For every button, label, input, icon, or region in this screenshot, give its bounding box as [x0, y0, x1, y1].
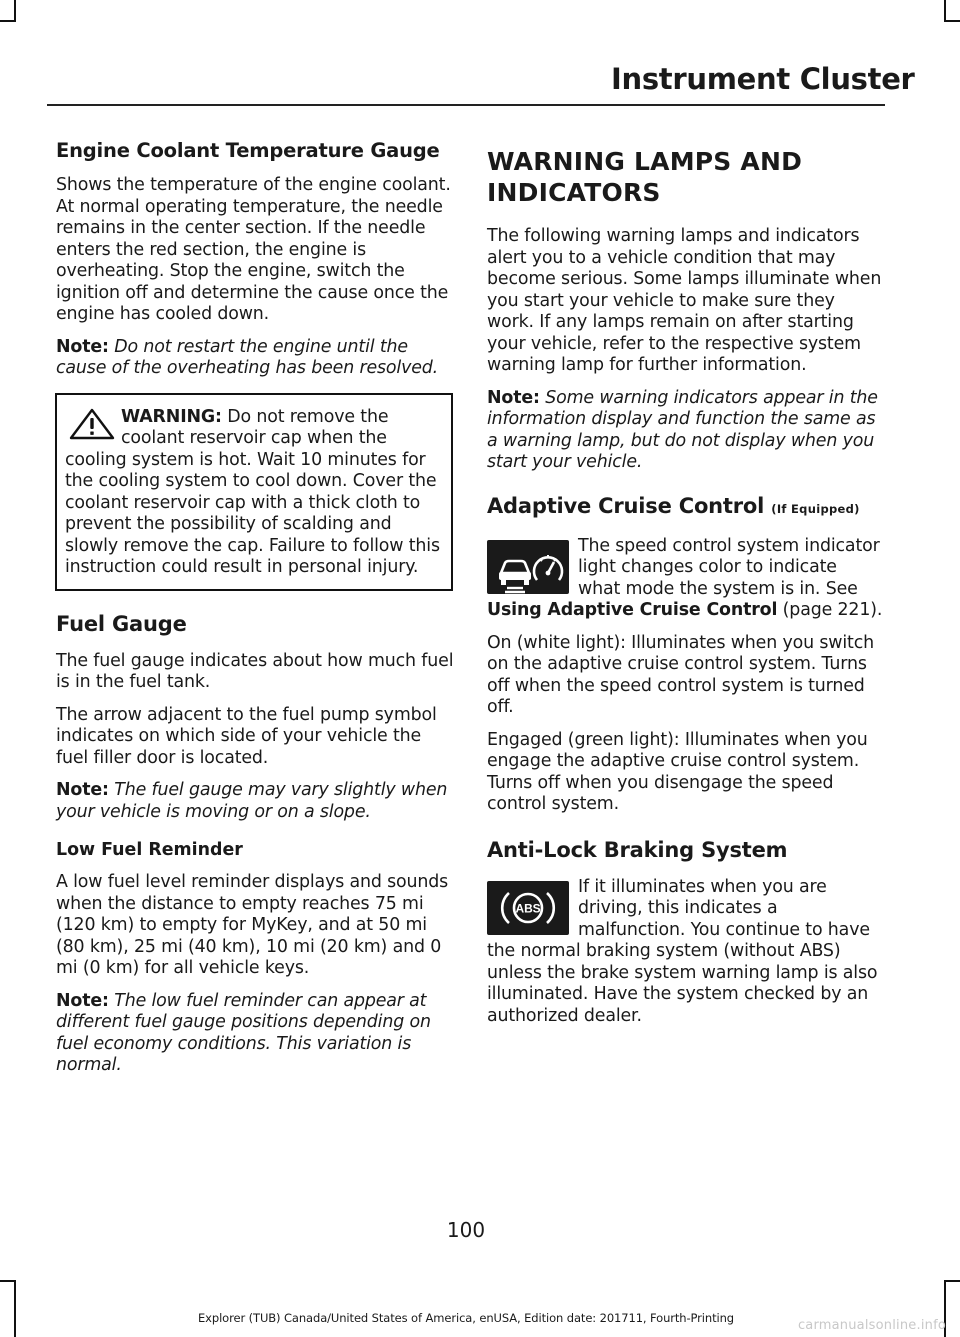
fuel-gauge-heading: Fuel Gauge [56, 611, 187, 636]
coolant-note [56, 337, 456, 380]
crop-mark [944, 0, 946, 22]
note-text: The low fuel reminder can appear at different fuel gauge positions depending on fuel economy conditions. This variation is normal. [56, 990, 431, 1075]
acc-page-link[interactable]: Using Adaptive Cruise Control [487, 600, 778, 620]
note-label: Note: [56, 336, 109, 357]
warning-text: Do not remove the coolant reservoir cap when the cooling system is hot. Wait 10 minutes for the cooling system to cool down. Cover the coolant reservoir cap with a thick cloth to prevent the possibility of scalding and slowly remove the cap. Failure to follow this instruction could result in personal injury. [65, 406, 440, 577]
acc-heading-text: Adaptive Cruise Control [487, 493, 765, 518]
abs-text: If it illuminates when you are driving, this indicates a malfunction. You continue to have the normal braking system (without ABS) unless the brake system warning lamp is also illuminated. Have the system checked by an authorized dealer. [487, 876, 878, 1026]
watermark: carmanualsonline.info [797, 1318, 946, 1333]
acc-on-text: On (white light): Illuminates when you switch on the adaptive cruise control system. Turns off when the speed control system is turned off. [487, 632, 874, 717]
crop-mark [944, 20, 960, 22]
note-label: Note: [487, 387, 540, 408]
note-label: Note: [56, 780, 109, 800]
warning-label: WARNING: [121, 406, 222, 427]
intro-note [487, 388, 883, 474]
note-text: Some warning indicators appear in the information display and function the same as a warning lamp, but do not display when you start your vehicle. [487, 387, 878, 472]
abs-warning-icon [487, 881, 569, 935]
abs-icon-text: ABS [515, 901, 541, 915]
note-text: Do not restart the engine until the cause of the overheating has been resolved. [56, 336, 439, 378]
abs-block [487, 877, 883, 1028]
low-fuel-text: A low fuel level reminder displays and sounds when the distance to empty reaches 75 mi (120 km) to empty for MyKey, and at 50 mi (80 km), 25 mi (40 km), 10 mi (20 km) and 0 mi (0 km) for all vehicle keys. [56, 872, 449, 978]
header-divider [47, 104, 885, 106]
crop-mark [0, 20, 16, 22]
acc-engaged-text: Engaged (green light): Illuminates when you engage the adaptive cruise control system. Turns off when you disengage the speed control system. [487, 729, 868, 814]
warning-box [55, 393, 453, 591]
fuel-gauge-text-2: The arrow adjacent to the fuel pump symbol indicates on which side of your vehicle the fuel filler door is located. [56, 704, 437, 768]
crop-mark [0, 1280, 16, 1282]
coolant-gauge-heading: Engine Coolant Temperature Gauge [56, 139, 440, 162]
coolant-gauge-text: Shows the temperature of the engine coolant. At normal operating temperature, the needle remains in the center section. If the needle enters the red section, the engine is overheating. Stop the engine, switch the ignition off and determine the cause once the engine has cooled down. [56, 175, 451, 324]
crop-mark [944, 1280, 960, 1282]
section-heading [487, 146, 883, 208]
right-column [487, 146, 883, 1027]
note-text: The fuel gauge may vary slightly when your vehicle is moving or on a slope. [56, 780, 448, 822]
crop-mark [14, 0, 16, 22]
acc-block [487, 536, 883, 622]
crop-mark [14, 1280, 16, 1337]
left-column [56, 140, 456, 1088]
section-heading-line-2: INDICATORS [487, 178, 661, 207]
acc-text-a: The speed control system indicator light changes color to indicate what mode the system is in. See [578, 535, 880, 599]
page-title: Instrument Cluster [611, 62, 915, 96]
acc-text-b: (page 221). [777, 600, 883, 620]
edition-footer: Explorer (TUB) Canada/United States of America, enUSA, Edition date: 201711, Fourth-Printing [198, 1311, 734, 1325]
fuel-note [56, 780, 456, 823]
low-fuel-heading: Low Fuel Reminder [56, 840, 243, 860]
if-equipped-label: (If Equipped) [771, 501, 860, 516]
warning-triangle-icon [69, 408, 115, 440]
acc-heading [487, 494, 883, 521]
low-fuel-note [56, 991, 456, 1077]
adaptive-cruise-control-icon [487, 540, 569, 594]
section-heading-line-1: WARNING LAMPS AND [487, 147, 803, 176]
fuel-gauge-text-1: The fuel gauge indicates about how much fuel is in the fuel tank. [56, 650, 454, 692]
note-label: Note: [56, 990, 109, 1011]
intro-text: The following warning lamps and indicators alert you to a vehicle condition that may become serious. Some lamps illuminate when you start your vehicle to make sure they work. If any lamps remain on after starting your vehicle, refer to the respective system warning lamp for further information. [487, 226, 882, 375]
abs-heading: Anti-Lock Braking System [487, 837, 788, 862]
page-number: 100 [446, 1218, 486, 1242]
